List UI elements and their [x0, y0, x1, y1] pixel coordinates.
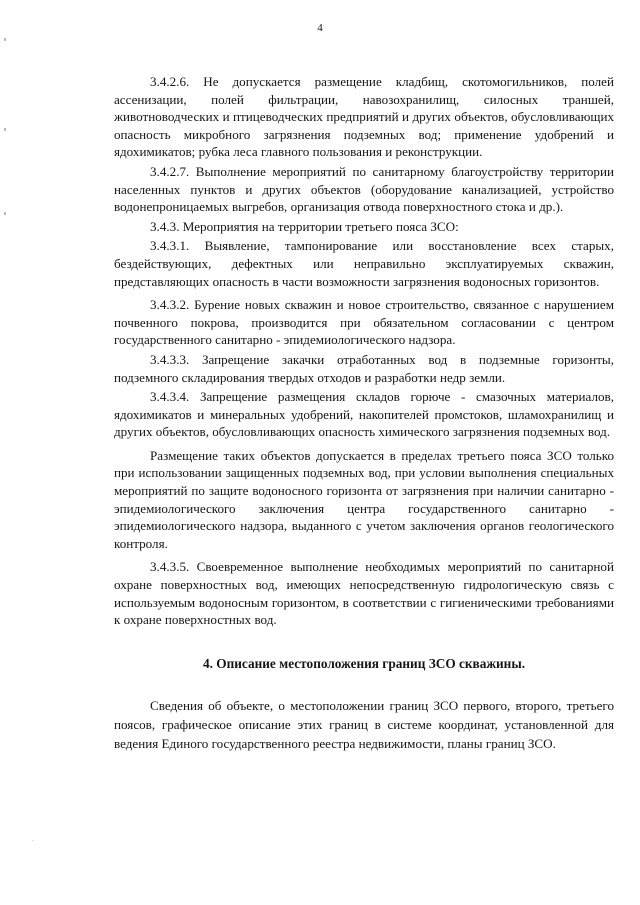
paragraph-3-4-3-4: 3.4.3.4. Запрещение размещения складов горюче - смазочных материалов, ядохимикатов и минеральных удобрений, накопителей промстоков, шламохранилищ и других объектов, обусловливающих опасность химического загрязнения подземных вод. [114, 389, 614, 440]
section-heading: 4. Описание местоположения границ ЗСО скважины. [202, 655, 526, 671]
paragraph-placement-conditions: Размещение таких объектов допускается в пределах третьего пояса ЗСО только при использовании защищенных подземных вод, при условии выполнения специальных мероприятий по защите водоносного горизонта от загрязнения при наличии санитарно - эпидемиологического заключения центра государственного санитарно - эпидемиологического надзора, выданного с учетом заключения органов геологического контроля. [114, 447, 614, 551]
paragraph-3-4-2-6: 3.4.2.6. Не допускается размещение кладбищ, скотомогильников, полей ассенизации, полей фильтрации, навозохранилищ, силосных траншей, животноводческих и птицеводческих предприятий и других объектов, обусловливающих опасность микробного загрязнения подземных вод; применение удобрений и ядохимикатов; рубка леса главного пользования и реконструкции. [114, 74, 614, 160]
section-text: Сведения об объекте, о местоположении границ ЗСО первого, второго, третьего поясов, графическое описание этих границ в системе координат, установленной для ведения Единого государственного реестра недвижимости, планы границ ЗСО. [114, 698, 614, 752]
paragraph-3-4-3-5: 3.4.3.5. Своевременное выполнение необходимых мероприятий по санитарной охране поверхностных вод, имеющих непосредственную гидрологическую связь с используемым водоносным горизонтом, в соответствии с гигиеническими требованиями к охране поверхностных вод. [114, 559, 614, 628]
scan-mark [4, 128, 6, 131]
paragraph-3-4-3-3: 3.4.3.3. Запрещение закачки отработанных вод в подземные горизонты, подземного складирования твердых отходов и разработки недр земли. [114, 351, 614, 385]
scan-mark [4, 212, 6, 215]
page-number: 4 [317, 22, 323, 34]
paragraph-3-4-2-7: 3.4.2.7. Выполнение мероприятий по санитарному благоустройству территории населенных пунктов и других объектов (оборудование канализацией, устройство водонепроницаемых выгребов, организация отвода поверхностного стока и др.). [114, 163, 614, 215]
paragraph-3-4-3: 3.4.3. Мероприятия на территории третьего пояса ЗСО: [150, 218, 459, 234]
paragraph-3-4-3-1: 3.4.3.1. Выявление, тампонирование или восстановление всех старых, бездействующих, дефектных или неправильно эксплуатируемых скважин, представляющих опасность в части возможности загрязнения водоносных горизонтов. [114, 238, 614, 289]
scan-mark [32, 840, 33, 841]
paragraph-3-4-3-2: 3.4.3.2. Бурение новых скважин и новое строительство, связанное с нарушением почвенного покрова, производится при обязательном согласовании с центром государственного санитарно - эпидемиологического надзора. [114, 297, 614, 348]
scan-mark [4, 38, 6, 41]
document-body [114, 73, 614, 753]
